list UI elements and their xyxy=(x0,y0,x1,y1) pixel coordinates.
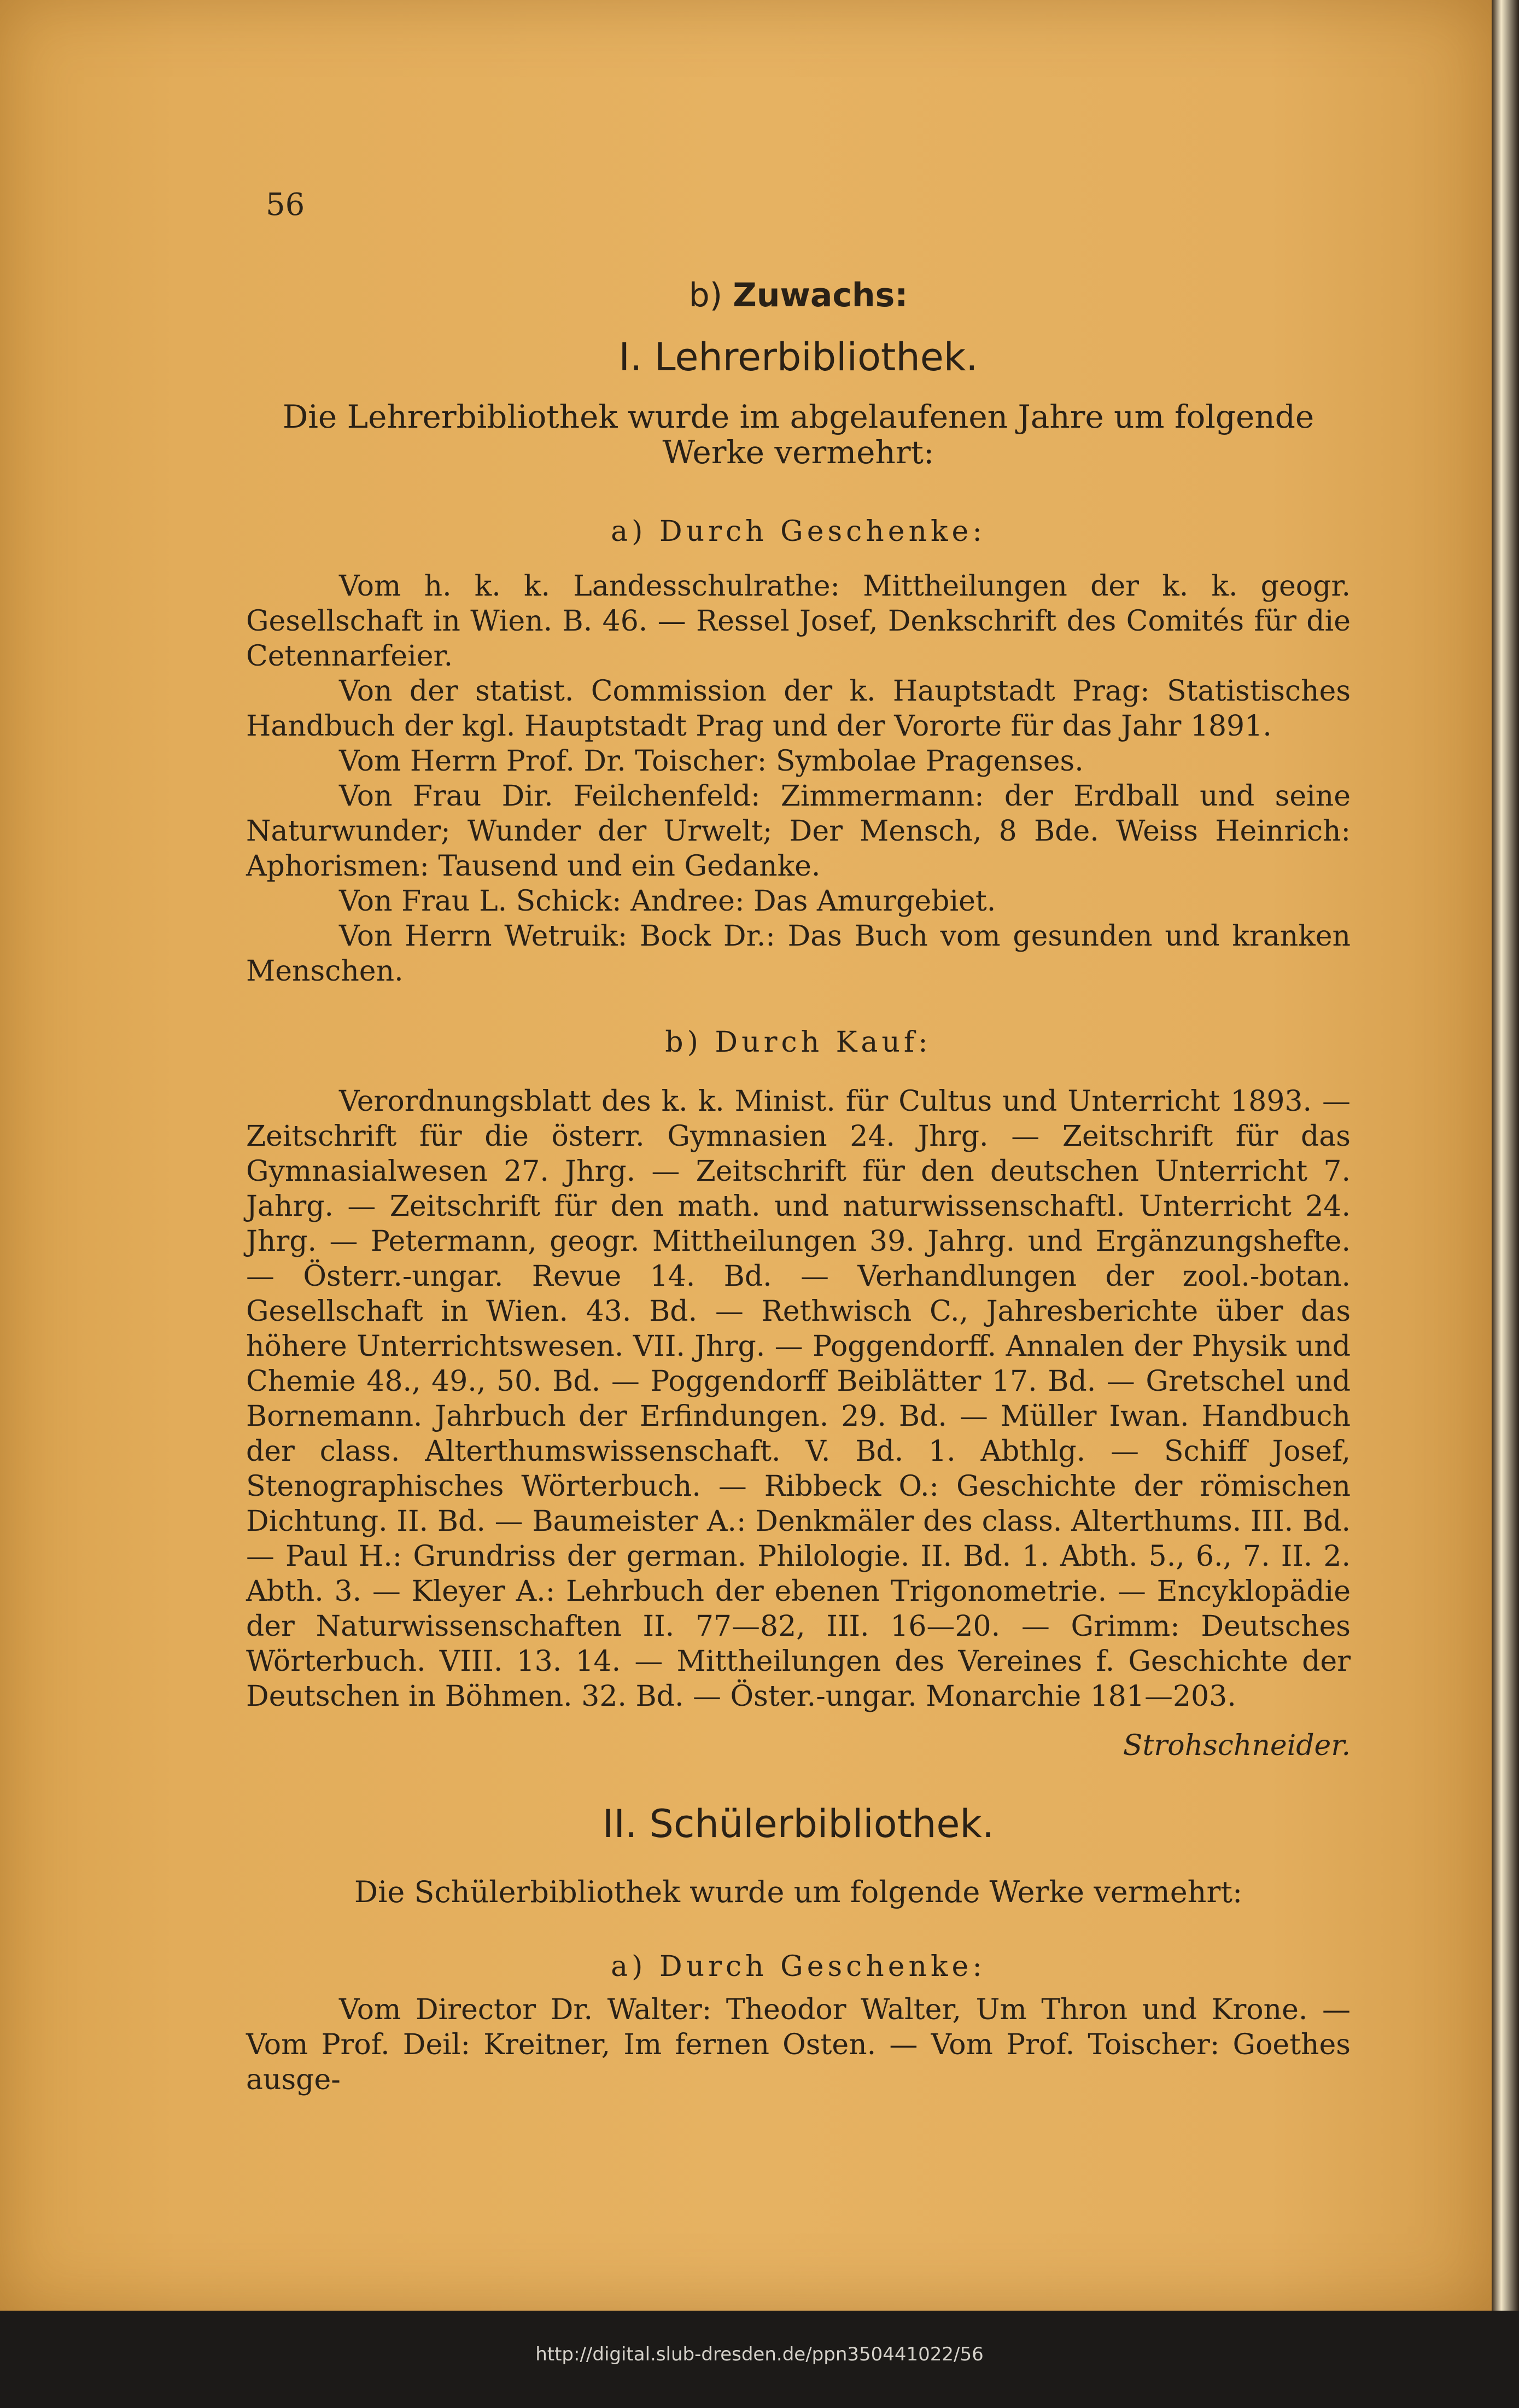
section2-title: II. Schülerbibliothek. xyxy=(602,1801,995,1846)
section1-subheading-purchase: b) Durch Kauf: xyxy=(665,1026,932,1059)
source-url: http://digital.slub-dresden.de/ppn350441022/56 xyxy=(535,2343,984,2365)
page-number: 56 xyxy=(266,187,305,223)
gift-paragraph: Vom Director Dr. Walter: Theodor Walter, Um Thron und Krone. — Vom Prof. Deil: Kreitner, Im fernen Osten. — Vom Prof. Toischer: Goethes ausge- xyxy=(246,1993,1351,2096)
gift-entry: Von Frau L. Schick: Andree: Das Amurgebiet. xyxy=(339,885,996,918)
section-heading-zuwachs xyxy=(246,276,1351,314)
section1-intro-line2: Werke vermehrt: xyxy=(662,434,934,471)
purchase-paragraph: Verordnungsblatt des k. k. Minist. für Cultus und Unterricht 1893. — Zeitschrift für die österr. Gymnasien 24. Jhrg. — Zeitschrift für das Gymnasialwesen 27. Jhrg. — Zeitschrift für den deutschen Unterricht 7. Jahrg. — Zeitschrift für den math. und naturwissenschaftl. Unterricht 24. Jhrg. — Petermann, geogr. Mittheilungen 39. Jahrg. und Ergänzungshefte. — Österr.-ungar. Revue 14. Bd. — Verhandlungen der zool.-botan. Gesellschaft in Wien. 43. Bd. — Rethwisch C., Jahresberichte über das höhere Unterrichtswesen. VII. Jhrg. — Poggendorff. Annalen der Physik und Chemie 48., 49., 50. Bd. — Poggendorff Beiblätter 17. Bd. — Gretschel und Bornemann. Jahrbuch der Erfindungen. 29. Bd. — Müller Iwan. Handbuch der class. Alterthumswissenschaft. V. Bd. 1. Abthlg. — Schiff Josef, Stenographisches Wörterbuch. — Ribbeck O.: Geschichte der römischen Dichtung. II. Bd. — Baumeister A.: Denkmäler des class. Alterthums. III. Bd. — Paul H.: Grundriss der german. Philologie. II. Bd. 1. Abth. 5., 6., 7. II. 2. Abth. 3. — Kleyer A.: Lehrbuch der ebenen Trigonometrie. — Encyklopädie der Naturwissenschaften II. 77—82, III. 16—20. — Grimm: Deutsches Wörterbuch. VIII. 13. 14. — Mittheilungen des Vereines f. Geschichte der Deutschen in Böhmen. 32. Bd. — Öster.-ungar. Monarchie 181—203. xyxy=(246,1085,1351,1713)
section2-subheading-gifts: a) Durch Geschenke: xyxy=(611,1950,986,1983)
section1-gifts-list xyxy=(246,569,1351,989)
gift-entry: Vom h. k. k. Landesschulrathe: Mittheilungen der k. k. geogr. Gesellschaft in Wien. B. 46. — Ressel Josef, Denkschrift des Comités für die Cetennarfeier. xyxy=(246,570,1351,673)
gift-entry: Von der statist. Commission der k. Hauptstadt Prag: Statistisches Handbuch der kgl. Hauptstadt Prag und der Vororte für das Jahr 1891. xyxy=(246,675,1351,743)
section2-gifts-text xyxy=(246,1992,1351,2097)
section1-intro-line1: Die Lehrerbibliothek wurde im abgelaufenen Jahre um folgende xyxy=(282,398,1314,435)
section-prefix: b) xyxy=(688,276,723,314)
section1-subheading-gifts: a) Durch Geschenke: xyxy=(611,515,986,548)
gift-entry: Vom Herrn Prof. Dr. Toischer: Symbolae Pragenses. xyxy=(339,745,1084,778)
gift-entry: Von Frau Dir. Feilchenfeld: Zimmermann: der Erdball und seine Naturwunder; Wunder der Urwelt; Der Mensch, 8 Bde. Weiss Heinrich: Aphorismen: Tausend und ein Gedanke. xyxy=(246,780,1351,883)
section1-title: I. Lehrerbibliothek. xyxy=(618,335,978,380)
signature: Strohschneider. xyxy=(1123,1729,1351,1762)
section-label: Zuwachs: xyxy=(733,276,908,314)
gift-entry: Von Herrn Wetruik: Bock Dr.: Das Buch vom gesunden und kranken Menschen. xyxy=(246,920,1351,988)
section1-purchase-text xyxy=(246,1084,1351,1714)
section2-intro: Die Schülerbibliothek wurde um folgende Werke vermehrt: xyxy=(354,1875,1243,1909)
book-spine xyxy=(1492,0,1519,2311)
signature-line xyxy=(246,1728,1351,1766)
